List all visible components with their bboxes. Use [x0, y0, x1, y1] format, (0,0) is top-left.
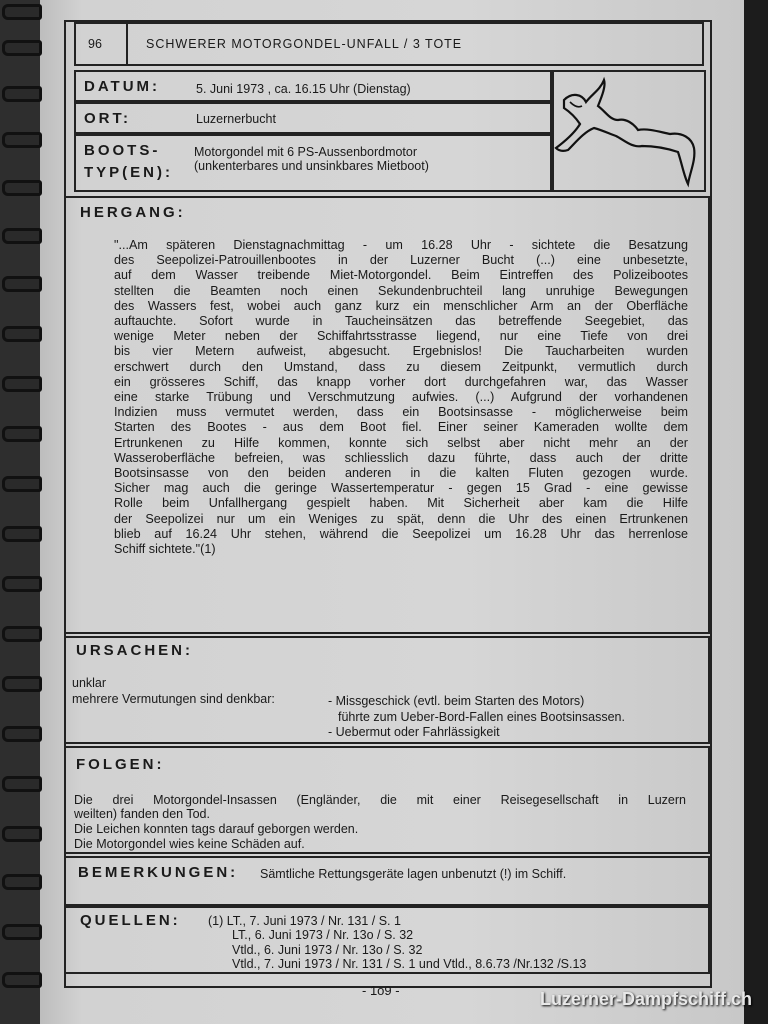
quellen-line: LT., 6. Juni 1973 / Nr. 13o / S. 32: [232, 928, 414, 942]
hergang-line: Wasseroberfläche befreien, was schliesslich dazu führte, dass auch der dritte: [114, 450, 688, 465]
quellen-line: Vtld., 6. Juni 1973 / Nr. 13o / S. 32: [232, 943, 423, 957]
page-edge: [744, 0, 768, 1024]
bemerkungen-value: Sämtliche Rettungsgeräte lagen unbenutzt (!) im Schiff.: [260, 867, 567, 881]
bootstyp-value-line2: (unkenterbares und unsinkbares Mietboot): [194, 159, 429, 173]
hergang-line: Schiff sichtete."(1): [114, 542, 216, 557]
spiral-binding: [0, 0, 46, 1024]
ort-label: ORT:: [84, 110, 131, 127]
ursachen-item1-line2: führte zum Ueber-Bord-Fallen eines Bootsinsassen.: [338, 710, 625, 724]
ort-box: [74, 102, 552, 134]
hergang-line: bis vier Metern aufweist, abgesucht. Ergebnislos! Die Taucharbeiten wurden: [114, 344, 688, 359]
folgen-line4: Die Motorgondel wies keine Schäden auf.: [74, 837, 305, 851]
hergang-text: [114, 238, 688, 557]
hergang-line: "...Am späteren Dienstagnachmittag - um 16.28 Uhr - sichtete die Besatzung: [114, 238, 688, 252]
watermark: Luzerner-Dampfschiff.ch: [539, 989, 752, 1009]
ursachen-line2: mehrere Vermutungen sind denkbar:: [72, 692, 275, 706]
quellen-line: Vtld., 7. Juni 1973 / Nr. 131 / S. 1 und Vtld., 8.6.73 /Nr.132 /S.13: [232, 957, 587, 971]
hergang-line: auftauchte. Sofort wurde in Taucheinsätzen das betreffende Seegebiet, das: [114, 314, 688, 329]
hergang-line: blieb auf 16.24 Uhr stehen, während die Seepolizei um 16.28 Uhr das herrenlose: [114, 526, 688, 541]
hergang-line: des Seepolizei-Patrouillenbootes in der Luzerner Bucht (...) eine unbesetzte,: [114, 253, 688, 268]
bootstyp-label-line2: TYP(EN):: [84, 164, 173, 181]
hergang-line: stellten die Beamten noch einen Sekundenbruchteil lang unruhige Bewegungen: [114, 283, 688, 298]
hergang-line: Sicher mag auch die geringe Wassertemperatur - gegen 15 Grad - eine gewisse: [114, 481, 688, 496]
page-number: - 1o9 -: [362, 983, 400, 998]
page-record-number: 96: [88, 37, 102, 51]
hergang-line: erschwert durch den Umstand, dass zu diesem Zeitpunkt, vermutlich durch: [114, 359, 688, 374]
hergang-line: der Seepolizei nur um ein Weniges zu spät, denn die Uhr des einen Ertrunkenen: [114, 511, 688, 526]
ursachen-line1: unklar: [72, 676, 107, 690]
lake-lucerne-map: [554, 72, 704, 190]
folgen-line2: weilten) fanden den Tod.: [74, 807, 210, 821]
bemerkungen-label: BEMERKUNGEN:: [78, 864, 239, 881]
datum-value: 5. Juni 1973 , ca. 16.15 Uhr (Dienstag): [196, 82, 411, 96]
hergang-line: Ertrunkenen zu Hilfe kommen, konnte sich selbst aber nicht mehr an der: [114, 435, 688, 450]
folgen-line1: Die drei Motorgondel-Insassen (Engländer, die mit einer Reisegesellschaft in Luzern: [74, 793, 686, 807]
ort-value: Luzernerbucht: [196, 112, 276, 126]
hergang-label: HERGANG:: [80, 204, 186, 221]
ursachen-item1-line1: - Missgeschick (evtl. beim Starten des Motors): [328, 694, 585, 708]
folgen-line3: Die Leichen konnten tags darauf geborgen werden.: [74, 822, 359, 836]
hergang-line: eine starke Trübung und Verschmutzung aufwies. (...) Aufgrund der vorhandenen: [114, 390, 688, 405]
hergang-line: Rolle beim Unfallhergang gespielt haben. Mit Sicherheit aber kam die Hilfe: [114, 496, 688, 511]
quellen-line: (1) LT., 7. Juni 1973 / Nr. 131 / S. 1: [208, 914, 401, 928]
hergang-line: Bootsinsasse von den beiden anderen in die kalten Fluten gezogen wurde.: [114, 466, 688, 481]
bootstyp-value-line1: Motorgondel mit 6 PS-Aussenbordmotor: [194, 145, 418, 159]
ursachen-item2: - Uebermut oder Fahrlässigkeit: [328, 725, 500, 739]
hergang-line: des Wassers fest, wobei auch ganz kurz ein menschlicher Arm an der Oberfläche: [114, 298, 688, 313]
record-title: SCHWERER MOTORGONDEL-UNFALL / 3 TOTE: [146, 37, 463, 51]
hergang-line: wenige Meter neben der Schiffahrtsstrasse liegend, nur eine Tiefe von drei: [114, 329, 688, 344]
hergang-line: auf dem Wasser treibende Miet-Motorgondel. Beim Eintreffen des Polizeibootes: [114, 268, 688, 283]
ursachen-label: URSACHEN:: [76, 642, 193, 659]
bootstyp-label-line1: BOOTS-: [84, 142, 161, 159]
folgen-label: FOLGEN:: [76, 756, 165, 773]
hergang-line: Indizien muss vermutet werden, dass ein Bootsinsasse - möglicherweise beim: [114, 405, 688, 420]
quellen-label: QUELLEN:: [80, 912, 181, 929]
datum-label: DATUM:: [84, 78, 161, 95]
hergang-line: Starten des Bootes - aus dem Boot fiel. Einer seiner Kameraden wollte dem: [114, 420, 688, 435]
hergang-line: ein grösseres Schiff, das knapp vorher dort durchgefahren war, das Wasser: [114, 374, 688, 389]
